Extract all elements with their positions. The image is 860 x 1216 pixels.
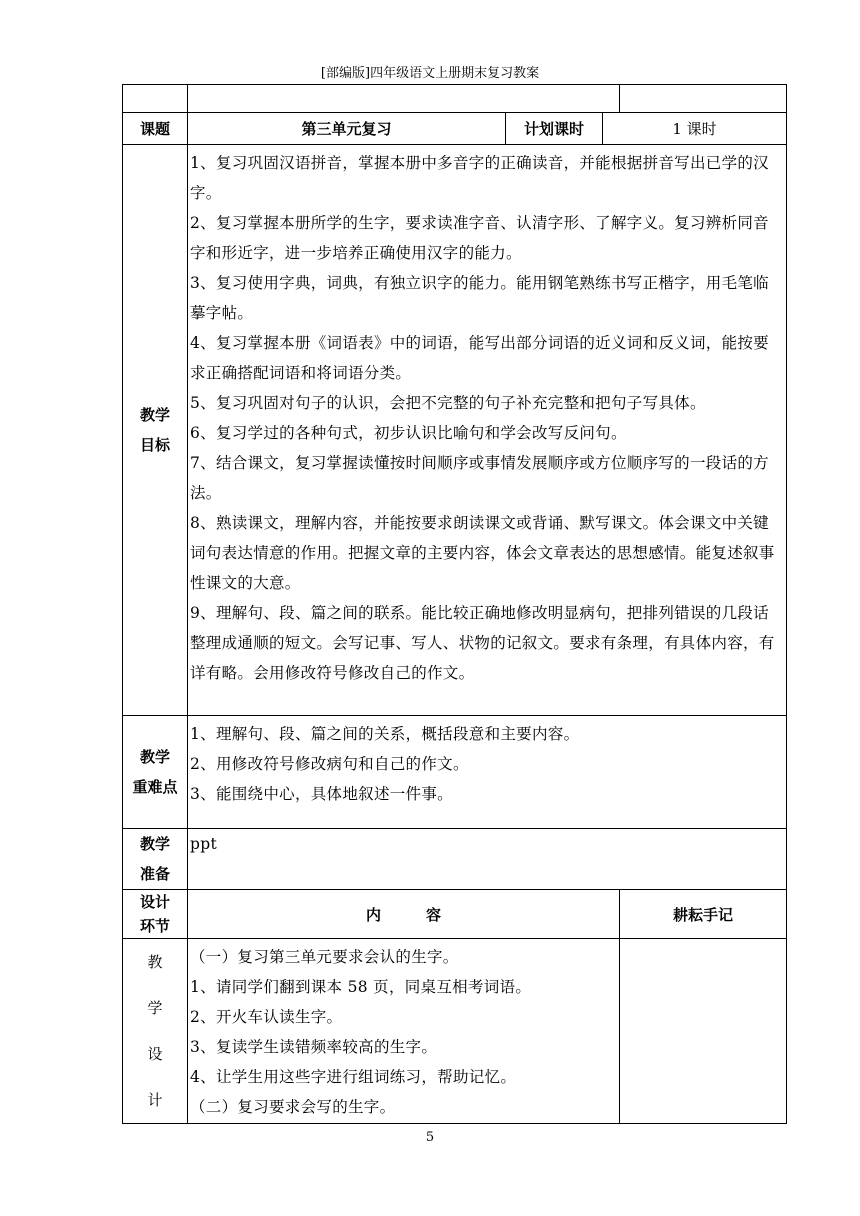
- lesson-plan-table: [122, 84, 787, 1124]
- key-points-label-line-2: 重难点: [132, 778, 178, 796]
- running-header: [部编版]四年级语文上册期末复习教案: [320, 66, 540, 81]
- design-line: 3、复读学生读错频率较高的生字。: [190, 1038, 438, 1056]
- hours-label: 计划课时: [506, 113, 603, 145]
- content-header: 内 容: [188, 890, 620, 939]
- preparation-content: [188, 829, 787, 890]
- design-line: （二）复习要求会写的生字。: [190, 1098, 396, 1116]
- objectives-label-line-2: 目标: [139, 436, 170, 454]
- notes-header: 耕耘手记: [620, 890, 787, 939]
- design-header-row: [123, 890, 787, 939]
- key-points-label-line-1: 教学: [139, 748, 170, 766]
- hours-value: 1 课时: [603, 113, 787, 145]
- design-line: （一）复习第三单元要求会认的生字。: [190, 948, 459, 966]
- objectives-content: [188, 145, 787, 716]
- objective-item: 6、复习学过的各种句式，初步认识比喻句和学会改写反问句。: [190, 424, 627, 442]
- preparation-label-line-1: 教学: [139, 835, 170, 853]
- key-point-item: 1、理解句、段、篇之间的关系，概括段意和主要内容。: [190, 725, 580, 743]
- design-line: 2、开火车认读生字。: [190, 1008, 343, 1026]
- objective-item: 3、复习使用字典，词典，有独立识字的能力。能用钢笔熟练书写正楷字，用毛笔临摹字帖。: [190, 274, 769, 322]
- design-line: 1、请同学们翻到课本 58 页，同桌互相考词语。: [190, 978, 532, 996]
- preparation-value: ppt: [190, 835, 217, 853]
- design-content: [188, 939, 620, 1124]
- design-label-line-1: 设计: [139, 893, 170, 911]
- objectives-label-line-1: 教学: [139, 406, 170, 424]
- key-points-label: [123, 716, 188, 829]
- objective-item: 8、熟读课文，理解内容，并能按要求朗读课文或背诵、默写课文。体会课文中关键词句表达情意的作用。把握文章的主要内容，体会文章表达的思想感情。能复述叙事性课文的大意。: [190, 514, 775, 592]
- notes-content: [620, 939, 787, 1124]
- page-number: 5: [425, 1130, 435, 1145]
- design-label-line-2: 环节: [139, 917, 170, 935]
- topic-row: [123, 113, 787, 145]
- design-big-char: 设: [147, 1045, 163, 1063]
- objective-item: 9、理解句、段、篇之间的联系。能比较正确地修改明显病句，把排列错误的几段话整理成通顺的短文。会写记事、写人、状物的记叙文。要求有条理，有具体内容，有详有略。会用修改符号修改自己的作文。: [190, 604, 775, 682]
- design-row: [123, 939, 787, 1124]
- key-point-item: 2、用修改符号修改病句和自己的作文。: [190, 755, 469, 773]
- blank-cell: [620, 85, 787, 113]
- topic-value: 第三单元复习: [188, 113, 506, 145]
- design-label: [123, 890, 188, 939]
- design-big-char: 计: [147, 1091, 163, 1109]
- key-points-row: [123, 716, 787, 829]
- objectives-row: [123, 145, 787, 716]
- objective-item: 4、复习掌握本册《词语表》中的词语，能写出部分词语的近义词和反义词，能按要求正确搭配词语和将词语分类。: [190, 334, 769, 382]
- blank-cell: [123, 85, 188, 113]
- blank-top-row: [123, 85, 787, 113]
- preparation-label-line-2: 准备: [139, 865, 170, 883]
- preparation-row: [123, 829, 787, 890]
- design-line: 4、让学生用这些字进行组词练习，帮助记忆。: [190, 1068, 517, 1086]
- topic-label: 课题: [123, 113, 188, 145]
- blank-cell: [188, 85, 620, 113]
- objective-item: 1、复习巩固汉语拼音，掌握本册中多音字的正确读音，并能根据拼音写出已学的汉字。: [190, 154, 769, 202]
- key-point-item: 3、能围绕中心，具体地叙述一件事。: [190, 785, 453, 803]
- objective-item: 7、结合课文，复习掌握读懂按时间顺序或事情发展顺序或方位顺序写的一段话的方法。: [190, 454, 769, 502]
- design-big-char: 教: [147, 953, 163, 971]
- preparation-label: [123, 829, 188, 890]
- design-big-label: [123, 939, 188, 1124]
- objective-item: 5、复习巩固对句子的认识，会把不完整的句子补充完整和把句子写具体。: [190, 394, 706, 412]
- objective-item: 2、复习掌握本册所学的生字，要求读准字音、认清字形、了解字义。复习辨析同音字和形近字，进一步培养正确使用汉字的能力。: [190, 214, 769, 262]
- key-points-content: [188, 716, 787, 829]
- objectives-label: [123, 145, 188, 716]
- design-big-char: 学: [147, 999, 163, 1017]
